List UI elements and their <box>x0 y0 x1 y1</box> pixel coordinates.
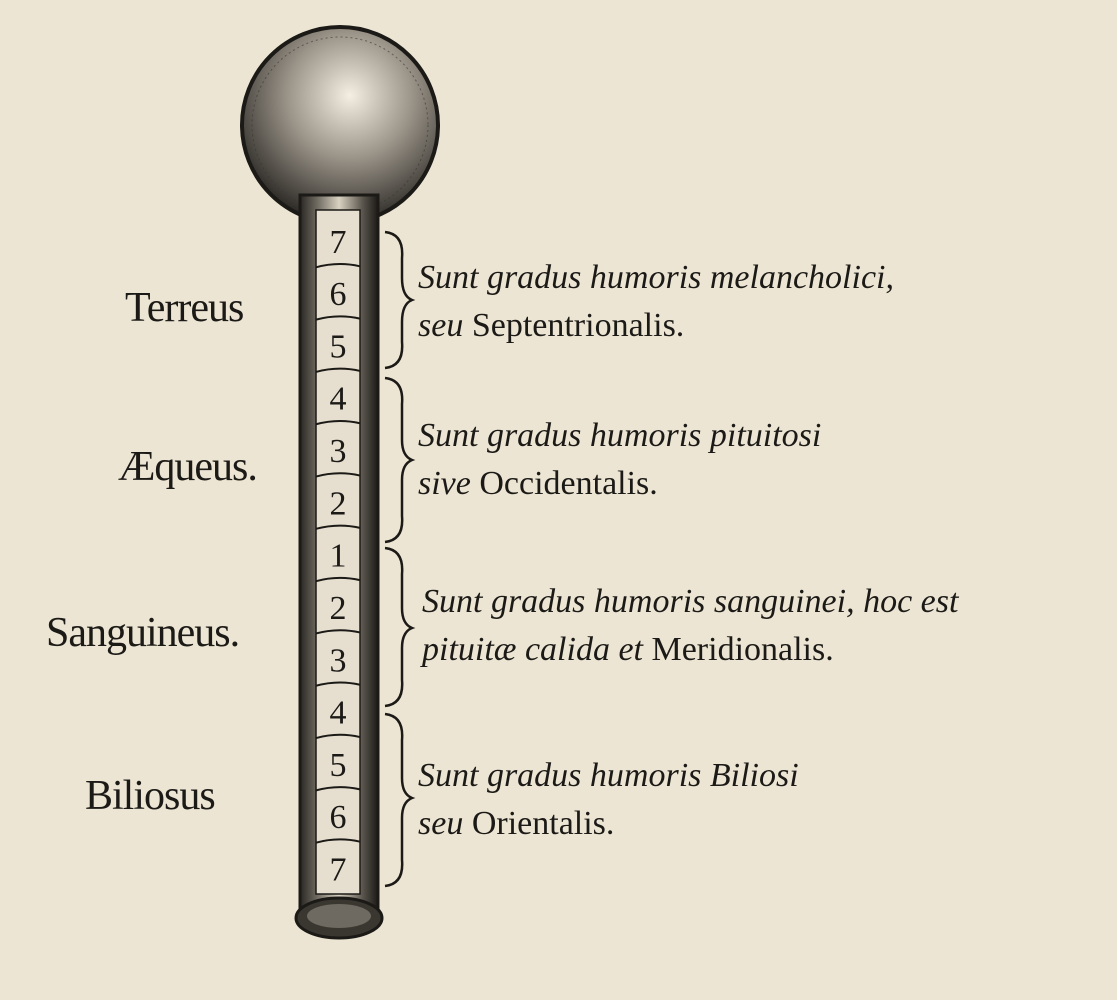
brace-aqueus <box>385 378 412 542</box>
description-line <box>418 800 799 848</box>
description-line: Sunt gradus humoris melancholici, <box>418 259 894 296</box>
scale-number: 5 <box>329 746 347 784</box>
scale-number: 2 <box>329 589 347 627</box>
description-line: Sunt gradus humoris sanguinei, hoc est <box>422 583 959 620</box>
description-italic: seu <box>418 805 464 842</box>
description-aqueus <box>418 412 821 508</box>
description-italic: sive <box>418 465 471 502</box>
brace-terreus <box>385 232 412 368</box>
description-line <box>422 626 958 674</box>
braces <box>385 232 412 886</box>
brace-sanguineus <box>385 548 412 706</box>
brace-biliosus <box>385 714 412 886</box>
description-sanguineus <box>422 578 958 674</box>
description-line: Sunt gradus humoris pituitosi <box>418 417 822 454</box>
scale-number: 3 <box>329 642 347 680</box>
description-line <box>418 302 894 350</box>
group-label-sanguineus: Sanguineus. <box>46 610 240 656</box>
group-label-aqueus: Æqueus. <box>118 444 257 490</box>
description-roman: Occidentalis. <box>479 465 658 502</box>
group-label-terreus: Terreus <box>125 285 244 331</box>
description-italic: seu <box>418 307 464 344</box>
scale-number: 1 <box>329 537 347 575</box>
description-italic: pituitæ calida et <box>422 631 643 668</box>
description-roman: Septentrionalis. <box>471 307 685 344</box>
scale-number: 4 <box>329 380 347 418</box>
scale-number: 2 <box>329 485 347 523</box>
description-roman: Orientalis. <box>471 805 615 842</box>
description-roman: Meridionalis. <box>651 631 834 668</box>
scale-number: 5 <box>329 328 347 366</box>
scale-number: 3 <box>329 433 347 471</box>
description-terreus <box>418 254 894 350</box>
scale-number: 7 <box>329 851 347 889</box>
scale-number: 6 <box>329 276 347 314</box>
description-line <box>418 460 821 508</box>
group-label-biliosus: Biliosus <box>85 773 215 819</box>
description-line: Sunt gradus humoris Biliosi <box>418 757 799 794</box>
scale-number: 4 <box>329 694 347 732</box>
scale-number: 7 <box>329 223 347 261</box>
scale-number: 6 <box>329 799 347 837</box>
description-biliosus <box>418 752 799 848</box>
